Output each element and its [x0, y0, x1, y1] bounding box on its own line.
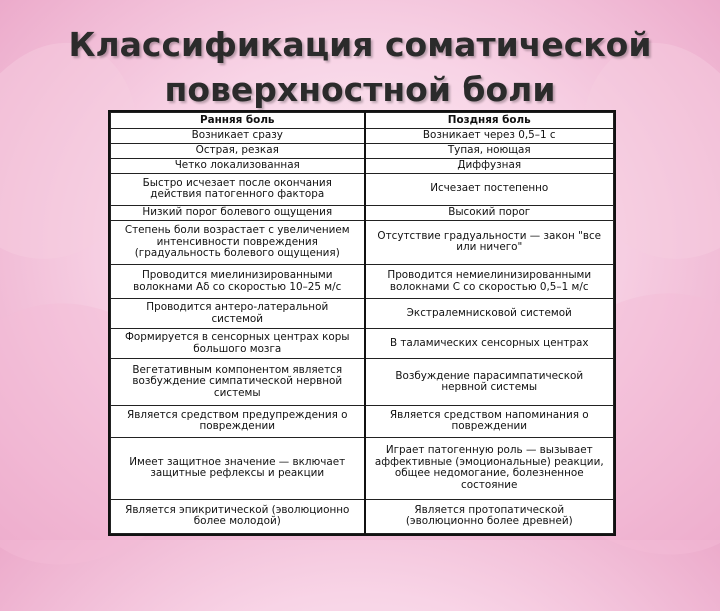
table-row: [111, 405, 614, 437]
late-pain-cell: Является средством напоминания о повреждении: [365, 405, 614, 437]
early-pain-cell: Степень боли возрастает с увеличением интенсивности повреждения (градуальность болевого ощущения): [111, 220, 365, 265]
early-pain-cell: Проводится миелинизированными волокнами Aδ со скоростью 10–25 м/с: [111, 265, 365, 299]
title-line-2: поверхностной боли: [164, 70, 556, 109]
table-row: [111, 128, 614, 143]
late-pain-cell: Является протопатической (эволюционно более древней): [365, 499, 614, 533]
late-pain-cell: Отсутствие градуальности — закон "все или ничего": [365, 220, 614, 265]
slide-title: [0, 22, 720, 112]
early-pain-cell: Быстро исчезает после окончания действия патогенного фактора: [111, 173, 365, 205]
table-row: [111, 220, 614, 265]
early-pain-cell: Является средством предупреждения о повреждении: [111, 405, 365, 437]
early-pain-cell: Вегетативным компонентом является возбуждение симпатической нервной системы: [111, 359, 365, 406]
early-pain-cell: Четко локализованная: [111, 158, 365, 173]
pain-classification-table: [108, 110, 616, 536]
table-header-row: [111, 113, 614, 129]
table-row: [111, 173, 614, 205]
late-pain-cell: В таламических сенсорных центрах: [365, 329, 614, 359]
late-pain-cell: Тупая, ноющая: [365, 143, 614, 158]
title-line-1: Классификация соматической: [68, 25, 652, 64]
late-pain-cell: Экстралемнисковой системой: [365, 299, 614, 329]
late-pain-cell: Возбуждение парасимпатической нервной системы: [365, 359, 614, 406]
late-pain-cell: Высокий порог: [365, 205, 614, 220]
table-row: [111, 329, 614, 359]
late-pain-cell: Играет патогенную роль — вызывает аффективные (эмоциональные) реакции, общее недомогание, болезненное состояние: [365, 437, 614, 499]
early-pain-cell: Возникает сразу: [111, 128, 365, 143]
early-pain-cell: Проводится антеро-латеральной системой: [111, 299, 365, 329]
early-pain-cell: Имеет защитное значение — включает защитные рефлексы и реакции: [111, 437, 365, 499]
table-row: [111, 299, 614, 329]
early-pain-cell: Острая, резкая: [111, 143, 365, 158]
late-pain-cell: Проводится немиелинизированными волокнами C со скоростью 0,5–1 м/с: [365, 265, 614, 299]
table-row: [111, 437, 614, 499]
late-pain-cell: Исчезает постепенно: [365, 173, 614, 205]
table-row: [111, 158, 614, 173]
early-pain-cell: Является эпикритической (эволюционно более молодой): [111, 499, 365, 533]
header-late-pain: Поздняя боль: [365, 113, 614, 129]
table-row: [111, 265, 614, 299]
early-pain-cell: Низкий порог болевого ощущения: [111, 205, 365, 220]
header-early-pain: Ранняя боль: [111, 113, 365, 129]
late-pain-cell: Возникает через 0,5–1 с: [365, 128, 614, 143]
table-row: [111, 499, 614, 533]
table-row: [111, 205, 614, 220]
late-pain-cell: Диффузная: [365, 158, 614, 173]
table-row: [111, 359, 614, 406]
table-row: [111, 143, 614, 158]
early-pain-cell: Формируется в сенсорных центрах коры большого мозга: [111, 329, 365, 359]
